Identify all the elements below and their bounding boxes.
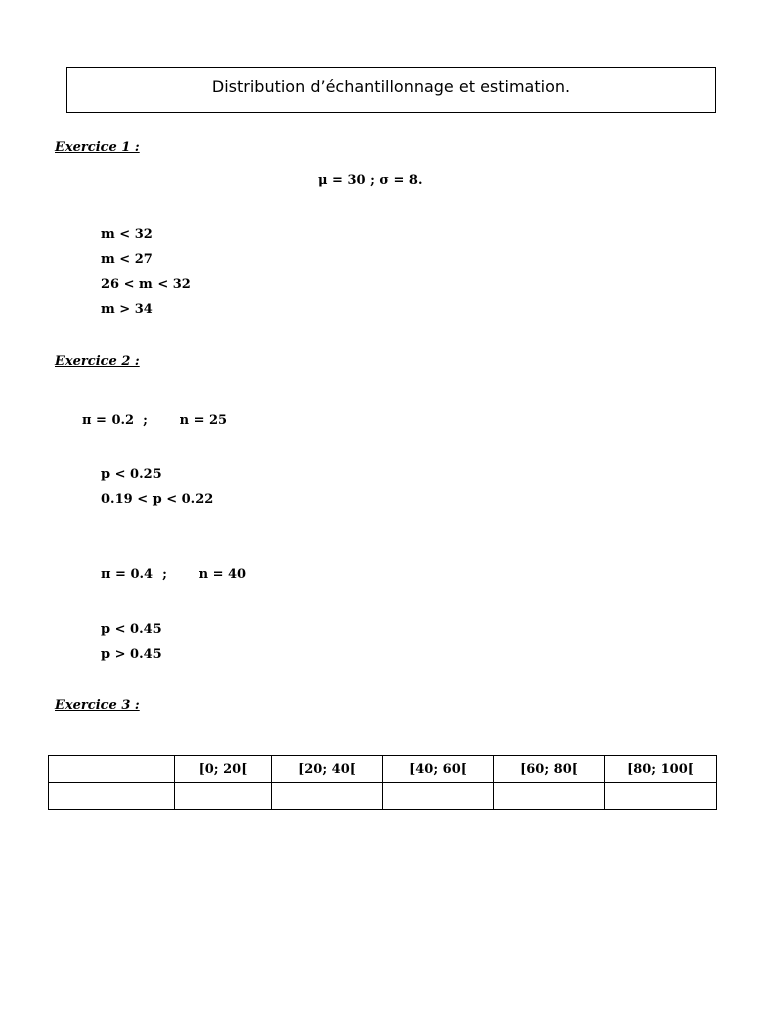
table-header-cell: [60; 80[: [494, 756, 605, 783]
exercise-1-item-2: m < 27: [101, 252, 153, 267]
exercise-2-part-2-given: π = 0.4 ; n = 40: [101, 567, 247, 582]
table-cell: [383, 783, 494, 810]
table-cell: [175, 783, 272, 810]
table-cell: [272, 783, 383, 810]
table-header-cell: [40; 60[: [383, 756, 494, 783]
title-box: [66, 67, 716, 113]
table-header-cell: [20; 40[: [272, 756, 383, 783]
exercise-1-heading: Exercice 1 :: [55, 140, 140, 155]
table-header-row: [49, 756, 717, 783]
table-header-cell: [49, 756, 175, 783]
exercise-2-part-1-given: π = 0.2 ; n = 25: [82, 413, 228, 428]
table-cell: [49, 783, 175, 810]
class-intervals-table: [48, 755, 717, 810]
exercise-2-part-1-item-2: 0.19 < p < 0.22: [101, 492, 214, 507]
exercise-2-part-2-item-2: p > 0.45: [101, 647, 162, 662]
table-header-cell: [80; 100[: [605, 756, 717, 783]
exercise-3-heading: Exercice 3 :: [55, 698, 140, 713]
exercise-1-item-4: m > 34: [101, 302, 153, 317]
exercise-2-heading: Exercice 2 :: [55, 354, 140, 369]
table-row: [49, 783, 717, 810]
exercise-1-item-3: 26 < m < 32: [101, 277, 191, 292]
table-cell: [605, 783, 717, 810]
table-header-cell: [0; 20[: [175, 756, 272, 783]
exercise-2-part-2-item-1: p < 0.45: [101, 622, 162, 637]
table-cell: [494, 783, 605, 810]
document-title: Distribution d’échantillonnage et estimation.: [211, 77, 571, 96]
exercise-2-part-1-item-1: p < 0.25: [101, 467, 162, 482]
exercise-1-given: μ = 30 ; σ = 8.: [318, 173, 423, 188]
exercise-1-item-1: m < 32: [101, 227, 153, 242]
